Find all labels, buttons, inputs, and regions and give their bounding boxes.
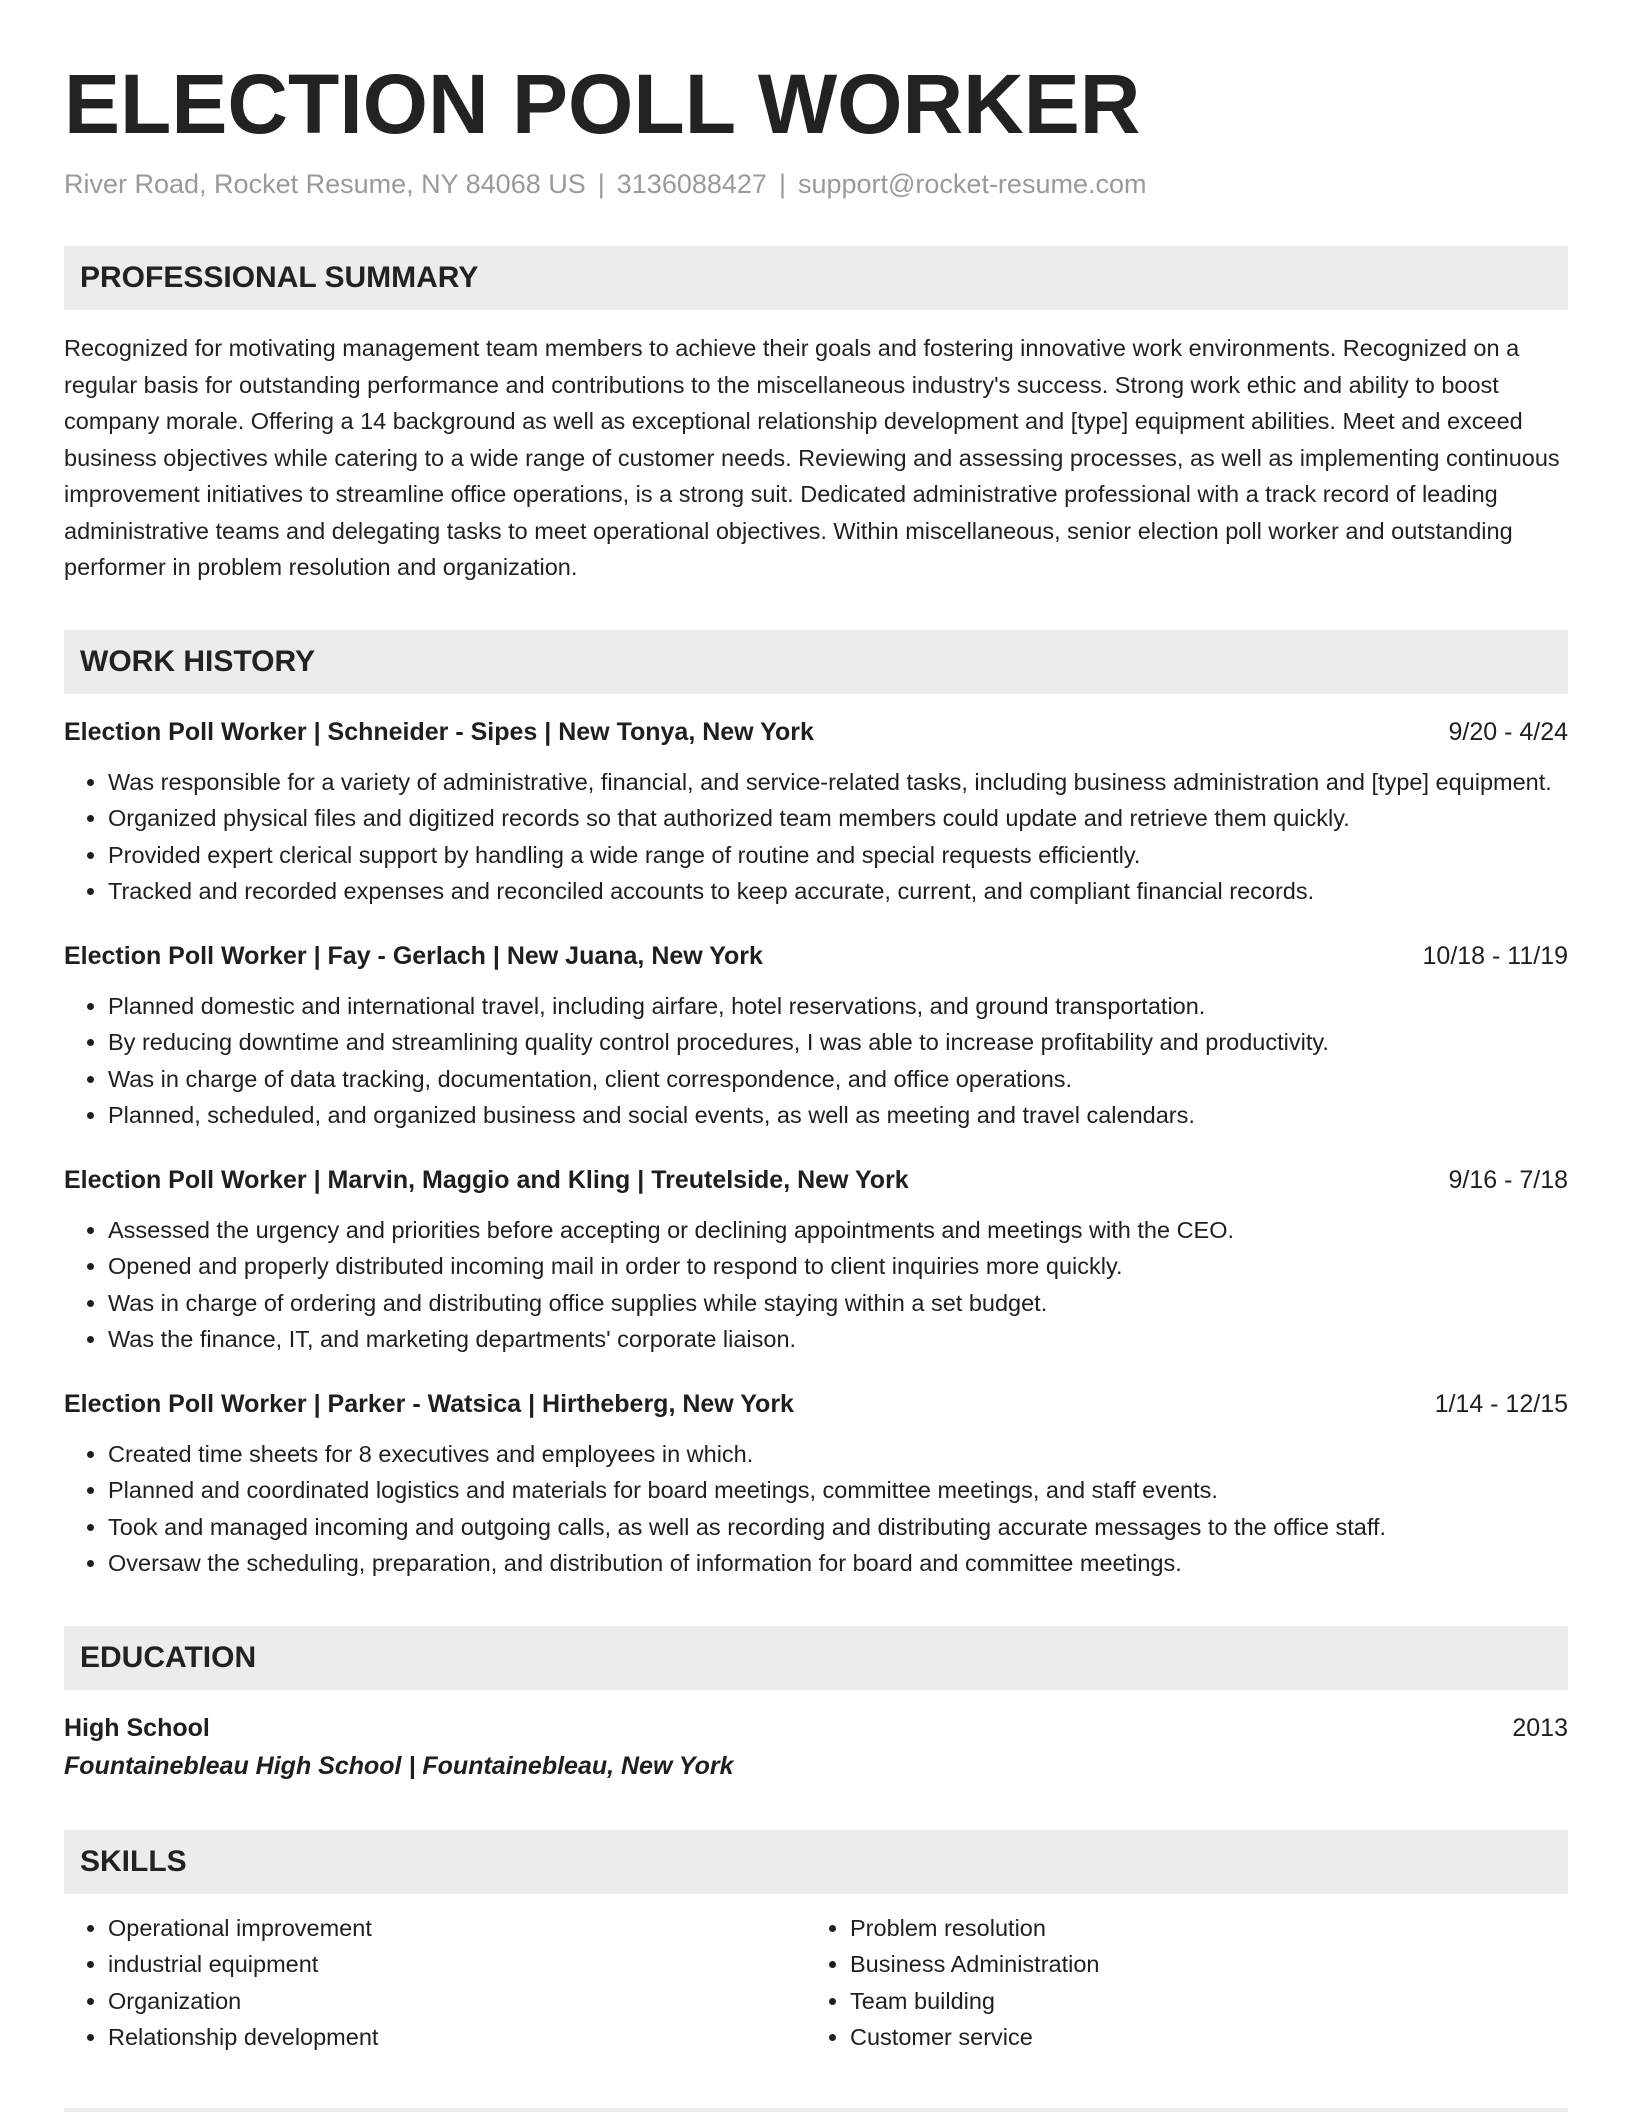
skills-heading: SKILLS bbox=[64, 1830, 1568, 1894]
job-bullet: • Planned, scheduled, and organized business and social events, as well as meeting and travel calendars. bbox=[108, 1097, 1568, 1134]
job-bullet: • Assessed the urgency and priorities before accepting or declining appointments and meetings with the CEO. bbox=[108, 1212, 1568, 1249]
education-year: 2013 bbox=[1512, 1713, 1568, 1742]
job-entry bbox=[64, 1386, 1568, 1582]
job-bullets bbox=[64, 764, 1568, 910]
job-bullet: • Oversaw the scheduling, preparation, and distribution of information for board and committee meetings. bbox=[108, 1545, 1568, 1582]
job-bullet: • Tracked and recorded expenses and reconciled accounts to keep accurate, current, and compliant financial records. bbox=[108, 873, 1568, 910]
job-dates: 9/20 - 4/24 bbox=[1448, 717, 1568, 746]
contact-separator: | bbox=[778, 169, 786, 199]
job-bullet: • Provided expert clerical support by handling a wide range of routine and special requests efficiently. bbox=[108, 837, 1568, 874]
skill-item: • Customer service bbox=[850, 2019, 1548, 2056]
job-dates: 9/16 - 7/18 bbox=[1448, 1165, 1568, 1194]
job-title: Election Poll Worker | Fay - Gerlach | New Juana, New York bbox=[64, 941, 763, 970]
contact-phone: 3136088427 bbox=[616, 169, 767, 199]
job-bullets bbox=[64, 1436, 1568, 1582]
job-title: Election Poll Worker | Schneider - Sipes | New Tonya, New York bbox=[64, 717, 814, 746]
job-entry bbox=[64, 938, 1568, 1134]
education-school: Fountainebleau High School | Fountainebleau, New York bbox=[64, 1751, 734, 1780]
skill-item: • Relationship development bbox=[108, 2019, 806, 2056]
resume-name: ELECTION POLL WORKER bbox=[64, 57, 1141, 151]
job-bullet: • Was in charge of ordering and distributing office supplies while staying within a set budget. bbox=[108, 1285, 1568, 1322]
job-bullet: • Opened and properly distributed incoming mail in order to respond to client inquiries more quickly. bbox=[108, 1248, 1568, 1285]
job-entry bbox=[64, 1162, 1568, 1358]
job-entry bbox=[64, 714, 1568, 910]
summary-heading: PROFESSIONAL SUMMARY bbox=[64, 246, 1568, 310]
job-bullet: • Organized physical files and digitized records so that authorized team members could update and retrieve them quickly. bbox=[108, 800, 1568, 837]
job-title: Election Poll Worker | Marvin, Maggio and Kling | Treutelside, New York bbox=[64, 1165, 909, 1194]
job-bullet: • Was in charge of data tracking, documentation, client correspondence, and office operations. bbox=[108, 1061, 1568, 1098]
contact-address: River Road, Rocket Resume, NY 84068 US bbox=[64, 169, 586, 199]
skill-item: • Problem resolution bbox=[850, 1910, 1548, 1947]
job-bullet: • Was responsible for a variety of administrative, financial, and service-related tasks, including business administration and [type] equipment. bbox=[108, 764, 1568, 801]
education-heading: EDUCATION bbox=[64, 1626, 1568, 1690]
contact-email: support@rocket-resume.com bbox=[797, 169, 1147, 199]
skills-column-right bbox=[806, 1910, 1548, 2056]
contact-separator: | bbox=[597, 169, 605, 199]
education-degree: High School bbox=[64, 1713, 210, 1742]
skill-item: • Organization bbox=[108, 1983, 806, 2020]
job-bullet: • Planned domestic and international travel, including airfare, hotel reservations, and ground transportation. bbox=[108, 988, 1568, 1025]
contact-line bbox=[64, 166, 1568, 202]
skill-item: • Team building bbox=[850, 1983, 1548, 2020]
education-entry bbox=[64, 1710, 1568, 1746]
skill-item: • Business Administration bbox=[850, 1946, 1548, 1983]
job-bullet: • Created time sheets for 8 executives and employees in which. bbox=[108, 1436, 1568, 1473]
skills-column-left bbox=[64, 1910, 806, 2056]
summary-text: Recognized for motivating management team members to achieve their goals and fostering innovative work environments. Recognized on a regular basis for outstanding performance and contributions to the miscellaneous industry's success. Strong work ethic and ability to boost company morale. Offering a 14 background as well as exceptional relationship development and [type] equipment abilities. Meet and exceed business objectives while catering to a wide range of customer needs. Reviewing and assessing processes, as well as implementing continuous improvement initiatives to streamline office operations, is a strong suit. Dedicated administrative professional with a track record of leading administrative teams and delegating tasks to meet operational objectives. Within miscellaneous, senior election poll worker and outstanding performer in problem resolution and organization. bbox=[64, 335, 1560, 580]
job-bullets bbox=[64, 1212, 1568, 1358]
job-bullets bbox=[64, 988, 1568, 1134]
job-dates: 1/14 - 12/15 bbox=[1434, 1389, 1568, 1418]
skill-item: • industrial equipment bbox=[108, 1946, 806, 1983]
job-title: Election Poll Worker | Parker - Watsica | Hirtheberg, New York bbox=[64, 1389, 794, 1418]
bottom-divider bbox=[64, 2108, 1568, 2112]
job-bullet: • Took and managed incoming and outgoing calls, as well as recording and distributing accurate messages to the office staff. bbox=[108, 1509, 1568, 1546]
job-bullet: • Planned and coordinated logistics and materials for board meetings, committee meetings, and staff events. bbox=[108, 1472, 1568, 1509]
job-dates: 10/18 - 11/19 bbox=[1422, 941, 1568, 970]
job-bullet: • By reducing downtime and streamlining quality control procedures, I was able to increase profitability and productivity. bbox=[108, 1024, 1568, 1061]
job-bullet: • Was the finance, IT, and marketing departments' corporate liaison. bbox=[108, 1321, 1568, 1358]
work-history-heading: WORK HISTORY bbox=[64, 630, 1568, 694]
skill-item: • Operational improvement bbox=[108, 1910, 806, 1947]
skills-list bbox=[64, 1910, 1568, 2056]
